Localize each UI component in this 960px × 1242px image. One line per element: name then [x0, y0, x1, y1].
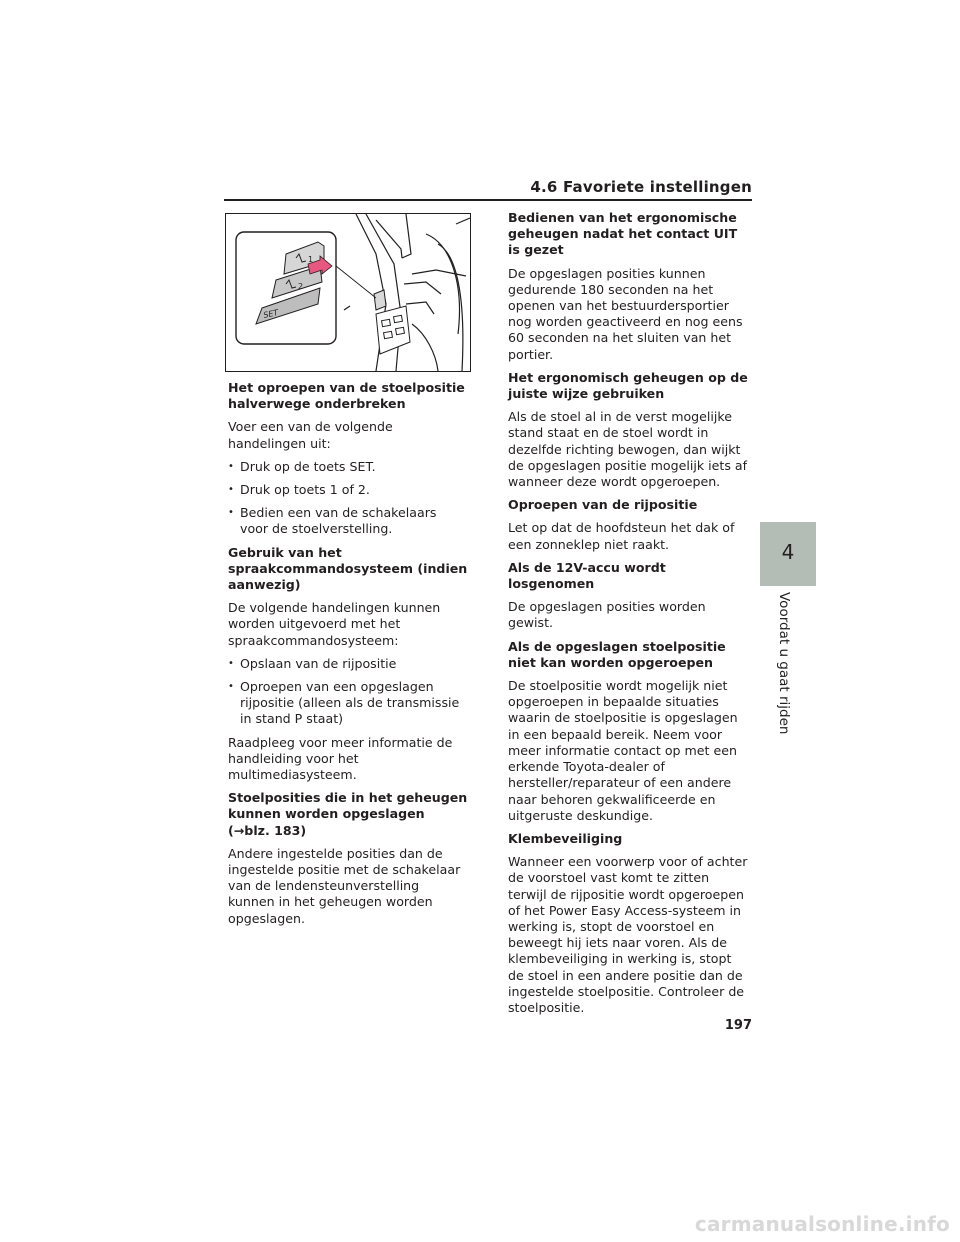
right-column	[508, 210, 748, 1023]
heading-correct-use: Het ergonomisch geheugen op de juiste wijze gebruiken	[508, 369, 748, 402]
list-item: • Opslaan van de rijpositie	[228, 656, 468, 672]
list-item: • Oproepen van een opgeslagen rijpositie (alleen als de transmissie in stand P staat)	[228, 679, 468, 728]
list-item: • Druk op toets 1 of 2.	[228, 482, 468, 498]
heading-interrupt-recall: Het oproepen van de stoelpositie halverwege onderbreken	[228, 380, 465, 412]
list-item: • Druk op de toets SET.	[228, 459, 468, 475]
leader-line	[336, 266, 376, 298]
paragraph: Als de stoel al in de verst mogelijke stand staat en de stoel wordt in dezelfde richting bewogen, dan wijkt de opgeslagen positie mogelijk iets af wanneer deze wordt opgeroepen.	[508, 409, 748, 490]
memory-switch-drawing	[226, 214, 470, 371]
bullet-list	[228, 459, 468, 538]
heading-recall-position: Oproepen van de rijpositie	[508, 497, 698, 513]
page-number: 197	[724, 1018, 752, 1033]
memory-buttons-small	[374, 290, 386, 310]
button-1-label: 1	[308, 255, 314, 264]
paragraph: De opgeslagen posities kunnen gedurende 180 seconden na het openen van het bestuurdersportier nog worden geactiveerd en nog eens 60 seconden na het sluiten van het portier.	[508, 265, 743, 362]
heading-battery-disconnected: Als de 12V-accu wordt losgenomen	[508, 559, 666, 592]
chapter-title: Voordat u gaat rijden	[776, 592, 792, 735]
window-switch-panel	[376, 306, 410, 354]
list-item: • Bedien een van de schakelaars voor de stoelverstelling.	[228, 505, 468, 537]
heading-storable-positions: Stoelposities die in het geheugen kunnen worden opgeslagen (→blz. 183)	[228, 790, 468, 838]
paragraph: Wanneer een voorwerp voor of achter de voorstoel vast komt te zitten terwijl de rijpositie wordt opgeroepen of het Power Easy Access-systeem in werking is, stopt de voorstoel en beweegt hij iets naar voren. Als de klembeveiliging in werking is, stopt de stoel in een andere positie dan de ingestelde stoelpositie. Controleer de stoelpositie.	[508, 854, 748, 1015]
set-label: SET	[262, 308, 280, 320]
watermark: carmanualsonline.info	[694, 1212, 950, 1236]
memory-switch-illustration	[225, 213, 471, 372]
paragraph: De volgende handelingen kunnen worden uitgevoerd met het spraakcommandosysteem:	[228, 600, 441, 648]
bullet-list	[228, 656, 468, 728]
paragraph: De stoelpositie wordt mogelijk niet opgeroepen in bepaalde situaties waarin de stoelpositie is opgeslagen in een bepaald bereik. Neem voor meer informatie contact op met een erkende Toyota-dealer of hersteller/reparateur of een andere naar behoren gekwalificeerde en uitgeruste deskundige.	[508, 678, 738, 823]
header-rule	[224, 199, 752, 201]
left-column	[228, 380, 468, 934]
paragraph: Raadpleeg voor meer informatie de handleiding voor het multimediasysteem.	[228, 734, 453, 783]
door-interior-lines	[344, 214, 470, 371]
paragraph: De opgeslagen posities worden gewist.	[508, 599, 706, 631]
paragraph: Voer een van de volgende handelingen uit:	[228, 419, 393, 451]
paragraph: Andere ingestelde posities dan de ingestelde positie met de schakelaar van de lendensteunverstelling kunnen in het geheugen worden opgeslagen.	[228, 845, 461, 926]
heading-pinch-protection: Klembeveiliging	[508, 830, 623, 846]
heading-voice-command: Gebruik van het spraakcommandosysteem (indien aanwezig)	[228, 544, 468, 593]
paragraph: Let op dat de hoofdsteun het dak of een zonneklep niet raakt.	[508, 520, 735, 552]
chapter-number: 4	[781, 540, 795, 564]
section-title: 4.6 Favoriete instellingen	[530, 178, 752, 196]
heading-cannot-recall: Als de opgeslagen stoelpositie niet kan worden opgeroepen	[508, 638, 726, 670]
chapter-title-vertical	[770, 592, 800, 752]
button-2-label: 2	[298, 282, 304, 291]
heading-after-ignition-off: Bedienen van het ergonomische geheugen nadat het contact UIT is gezet	[508, 210, 738, 258]
